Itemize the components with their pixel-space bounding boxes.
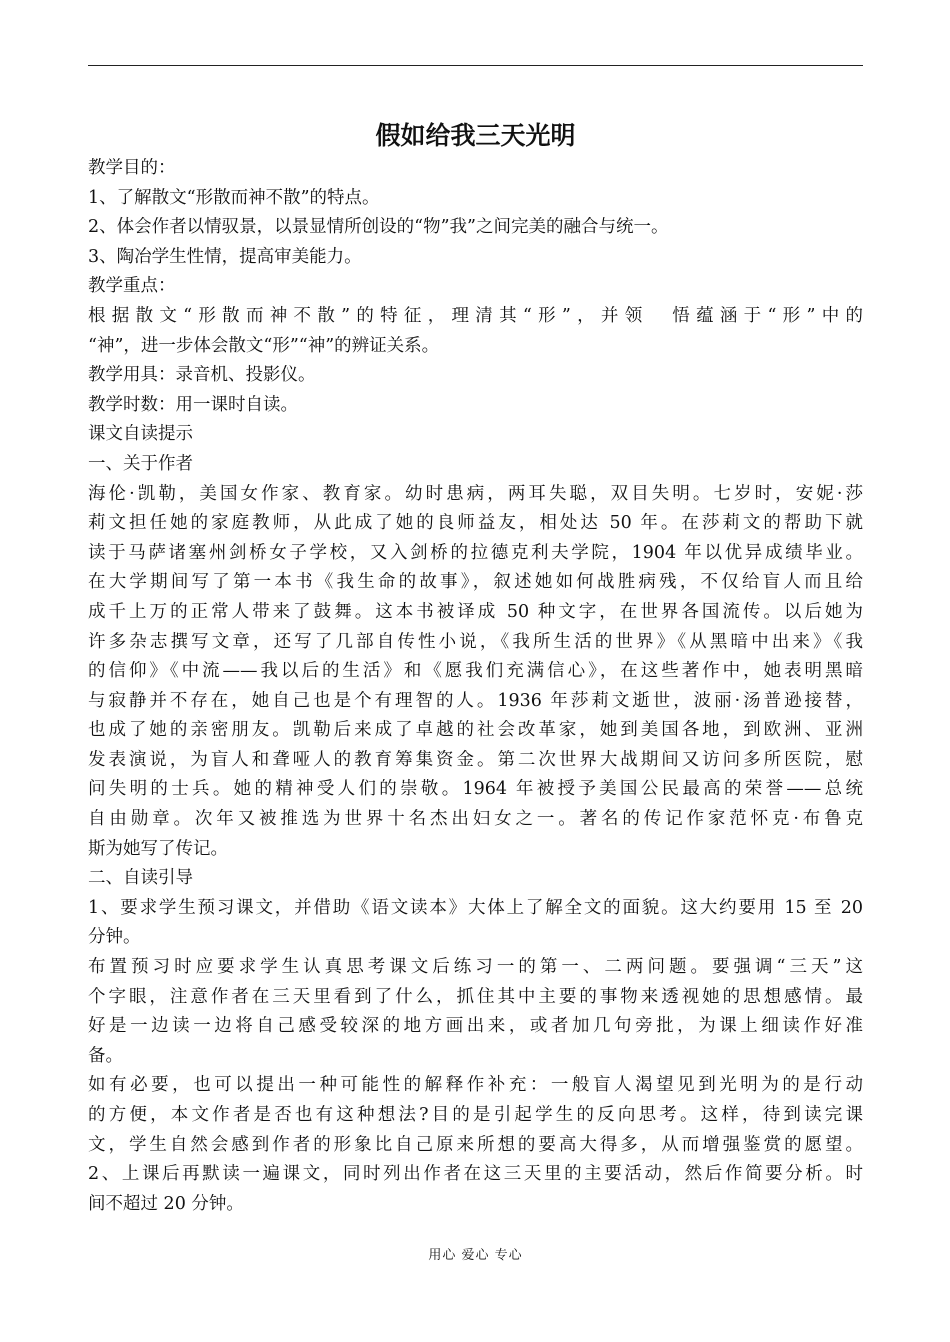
document-body (88, 154, 863, 1219)
text-line: 教学时数：用一课时自读。 (88, 394, 298, 415)
header-rule (88, 65, 863, 66)
text-line: 教学重点： (88, 276, 176, 297)
text-line: 间不超过 20 分钟。 (88, 1193, 244, 1214)
text-line: “神”，进一步体会散文“形”“神”的辨证关系。 (88, 335, 440, 356)
text-line: 也成了她的亲密朋友。凯勒后来成了卓越的社会改革家，她到美国各地，到欧洲、亚洲 (88, 720, 863, 741)
text-line: 的信仰》《中流——我以后的生活》和《愿我们充满信心》，在这些著作中，她表明黑暗 (88, 661, 863, 682)
text-line: 海伦·凯勒，美国女作家、教育家。幼时患病，两耳失聪，双目失明。七岁时，安妮·莎 (88, 483, 863, 504)
text-line: 布置预习时应要求学生认真思考课文后练习一的第一、二两问题。要强调“三天”这 (88, 957, 863, 978)
text-line: 斯为她写了传记。 (88, 838, 228, 859)
text-line: 成千上万的正常人带来了鼓舞。这本书被译成 50 种文字，在世界各国流传。以后她为 (88, 601, 863, 622)
text-line: 如有必要，也可以提出一种可能性的解释作补充：一般盲人渴望见到光明为的是行动 (88, 1075, 863, 1096)
text-line: 1、了解散文“形散而神不散”的特点。 (88, 187, 380, 208)
text-line: 发表演说，为盲人和聋哑人的教育筹集资金。第二次世界大战期间又访问多所医院，慰 (88, 749, 863, 770)
text-line: 个字眼，注意作者在三天里看到了什么，抓住其中主要的事物来透视她的思想感情。最 (88, 986, 863, 1007)
text-line: 教学用具：录音机、投影仪。 (88, 365, 316, 386)
text-line: 莉文担任她的家庭教师，从此成了她的良师益友，相处达 50 年。在莎莉文的帮助下就 (88, 513, 863, 534)
text-line: 教学目的： (88, 158, 176, 178)
text-line: 的方便，本文作者是否也有这种想法?目的是引起学生的反向思考。这样，待到读完课 (88, 1105, 863, 1125)
text-line: 许多杂志撰写文章，还写了几部自传性小说，《我所生活的世界》《从黑暗中出来》《我 (88, 631, 863, 652)
text-line: 1、要求学生预习课文，并借助《语文读本》大体上了解全文的面貌。这大约要用 15 至 20 (88, 897, 863, 918)
text-line: 2、上课后再默读一遍课文，同时列出作者在这三天里的主要活动，然后作简要分析。时 (88, 1164, 863, 1185)
text-line: 问失明的士兵。她的精神受人们的崇敬。1964 年被授予美国公民最高的荣誉——总统 (88, 779, 863, 800)
text-line: 2、体会作者以情驭景，以景显情所创设的“物”我”之间完美的融合与统一。 (88, 217, 669, 238)
text-line: 在大学期间写了第一本书《我生命的故事》，叙述她如何战胜病残，不仅给盲人而且给 (88, 572, 863, 593)
text-line: 读于马萨诸塞州剑桥女子学校，又入剑桥的拉德克利夫学院，1904 年以优异成绩毕业。 (88, 542, 863, 563)
text-line: 3、陶冶学生性情，提高审美能力。 (88, 246, 362, 267)
text-line: 一、关于作者 (88, 453, 193, 474)
text-line: 与寂静并不存在，她自己也是个有理智的人。1936 年莎莉文逝世，波丽·汤普逊接替， (88, 690, 863, 711)
page-footer: 用心 爱心 专心 (428, 1248, 523, 1263)
text-line: 备。 (88, 1045, 123, 1066)
text-line: 文，学生自然会感到作者的形象比自己原来所想的要高大得多，从而增强鉴赏的愿望。 (88, 1134, 863, 1155)
text-line: 自由勋章。次年又被推选为世界十名杰出妇女之一。著名的传记作家范怀克·布鲁克 (88, 809, 863, 830)
text-line: 二、自读引导 (88, 868, 193, 889)
text-line: 分钟。 (88, 927, 141, 948)
text-line: 好是一边读一边将自己感受较深的地方画出来，或者加几句旁批，为课上细读作好准 (88, 1016, 863, 1037)
document-title: 假如给我三天光明 (375, 121, 576, 150)
text-line: 根据散文“形散而神不散”的特征，理清其“形”，并领 悟蕴涵于“形”中的 (88, 305, 863, 326)
text-line: 课文自读提示 (88, 424, 193, 445)
